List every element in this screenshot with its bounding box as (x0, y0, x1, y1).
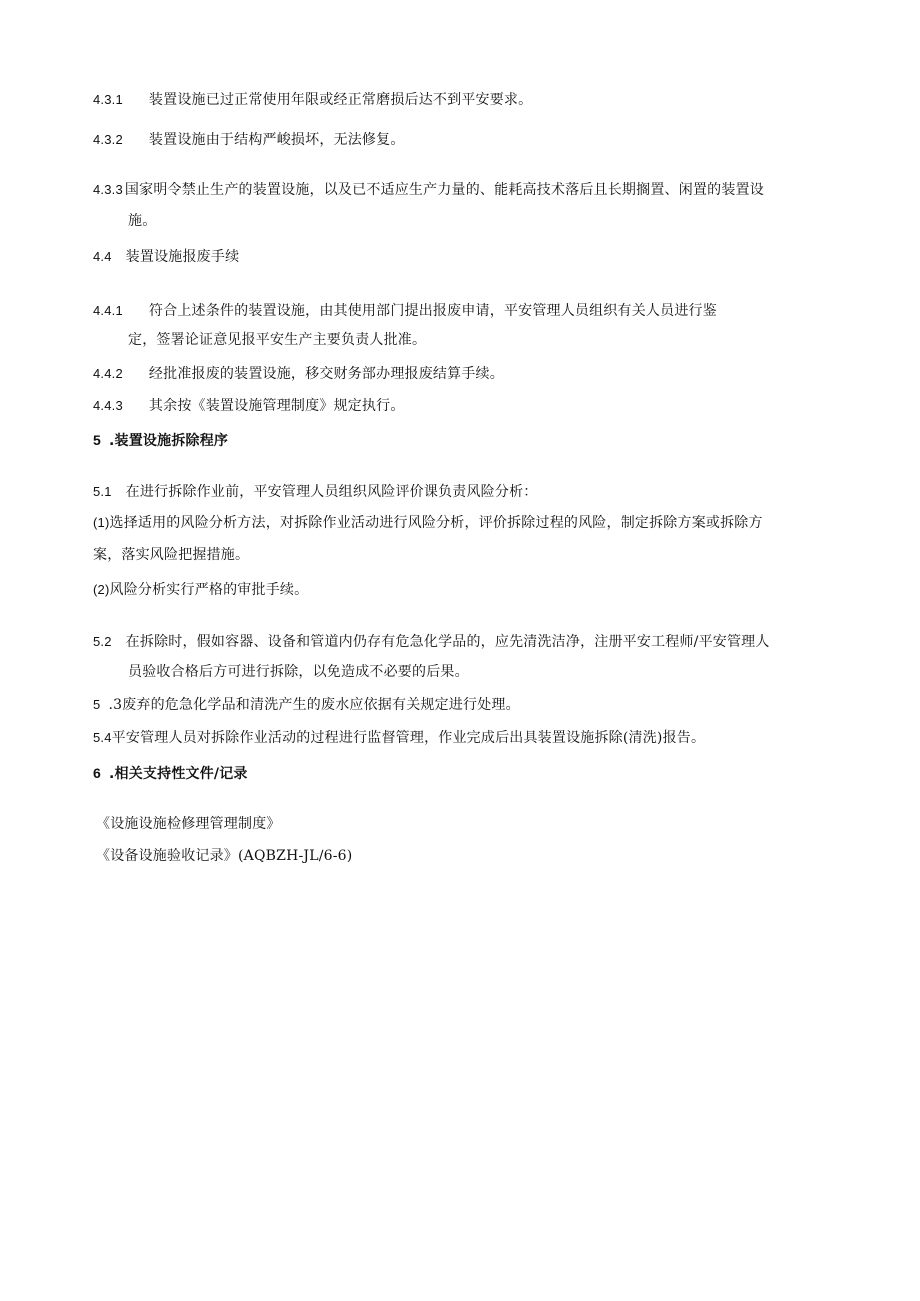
item-number: (2) (93, 582, 110, 597)
item-text: 选择适用的风险分析方法，对拆除作业活动进行风险分析，评价拆除过程的风险，制定拆除方案或拆除方 (109, 515, 763, 531)
clause-number: 5 (93, 697, 101, 712)
clause-number: 6 (93, 765, 101, 781)
clause-text: 经批准报废的装置设施，移交财务部办理报废结算手续。 (148, 366, 504, 382)
item-1-continuation: 案，落实风险把握措施。 (93, 547, 250, 563)
clause-number: 5 (93, 432, 101, 448)
item-number: (1) (93, 515, 110, 530)
clause-text: .3废弃的危急化学品和清洗产生的废水应依据有关规定进行处理。 (108, 697, 520, 713)
reference-doc-1: 《设施设施检修理管理制度》 (96, 816, 281, 832)
clause-number: 5.2 (93, 634, 112, 649)
clause-text: 在拆除时，假如容器、设备和管道内仍存有危急化学品的，应先清洗洁净，注册平安工程师/平安管理人 (125, 634, 770, 650)
clause-4-4-3 (93, 397, 405, 415)
clause-number: 5.1 (93, 484, 112, 499)
clause-4-4-1-continuation: 定，签署论证意见报平安生产主要负责人批准。 (128, 332, 427, 348)
reference-doc-2: 《设备设施验收记录》(AQBZH-JL∕6-6) (96, 848, 353, 864)
clause-text: .相关支持性文件/记录 (109, 766, 248, 782)
clause-4-3-3-continuation: 施。 (128, 213, 157, 229)
clause-number: 4.3.2 (93, 132, 123, 147)
clause-text: 其余按《装置设施管理制度》规定执行。 (148, 398, 405, 414)
clause-text: 国家明令禁止生产的装置设施，以及已不适应生产力量的、能耗高技术落后且长期搁置、闲置的装置设 (124, 182, 764, 198)
clause-5-2-continuation: 员验收合格后方可进行拆除，以免造成不必要的后果。 (128, 664, 469, 680)
clause-number: 4.4.3 (93, 398, 123, 413)
clause-text: 符合上述条件的装置设施，由其使用部门提出报废申请，平安管理人员组织有关人员进行鉴 (148, 303, 717, 319)
clause-number: 4.4 (93, 249, 112, 264)
clause-5-4 (93, 729, 705, 747)
section-5-heading (93, 431, 228, 450)
clause-5-2 (93, 633, 770, 651)
clause-text: 装置设施报废手续 (125, 249, 240, 265)
clause-number: 4.3.3 (93, 182, 123, 197)
clause-4-4-2 (93, 365, 504, 383)
clause-5-3 (93, 696, 520, 714)
clause-4-3-2 (93, 131, 405, 149)
item-2 (93, 581, 308, 599)
clause-text: .装置设施拆除程序 (109, 433, 229, 449)
clause-number: 5.4 (93, 730, 112, 745)
section-4-4 (93, 248, 239, 266)
clause-text: 装置设施由于结构严峻损坏，无法修复。 (148, 132, 405, 148)
clause-text: 在进行拆除作业前，平安管理人员组织风险评价课负责风险分析： (125, 484, 538, 500)
clause-5-1 (93, 483, 537, 501)
item-1 (93, 514, 763, 532)
item-text: 风险分析实行严格的审批手续。 (109, 582, 309, 598)
clause-4-4-1 (93, 302, 717, 320)
clause-4-3-3 (93, 181, 764, 199)
clause-4-3-1 (93, 91, 532, 109)
clause-text: 平安管理人员对拆除作业活动的过程进行监督管理，作业完成后出具装置设施拆除(清洗)报告。 (111, 730, 706, 746)
clause-text: 装置设施已过正常使用年限或经正常磨损后达不到平安要求。 (148, 92, 533, 108)
section-6-heading (93, 764, 248, 783)
clause-number: 4.4.1 (93, 303, 123, 318)
clause-number: 4.4.2 (93, 366, 123, 381)
clause-number: 4.3.1 (93, 92, 123, 107)
